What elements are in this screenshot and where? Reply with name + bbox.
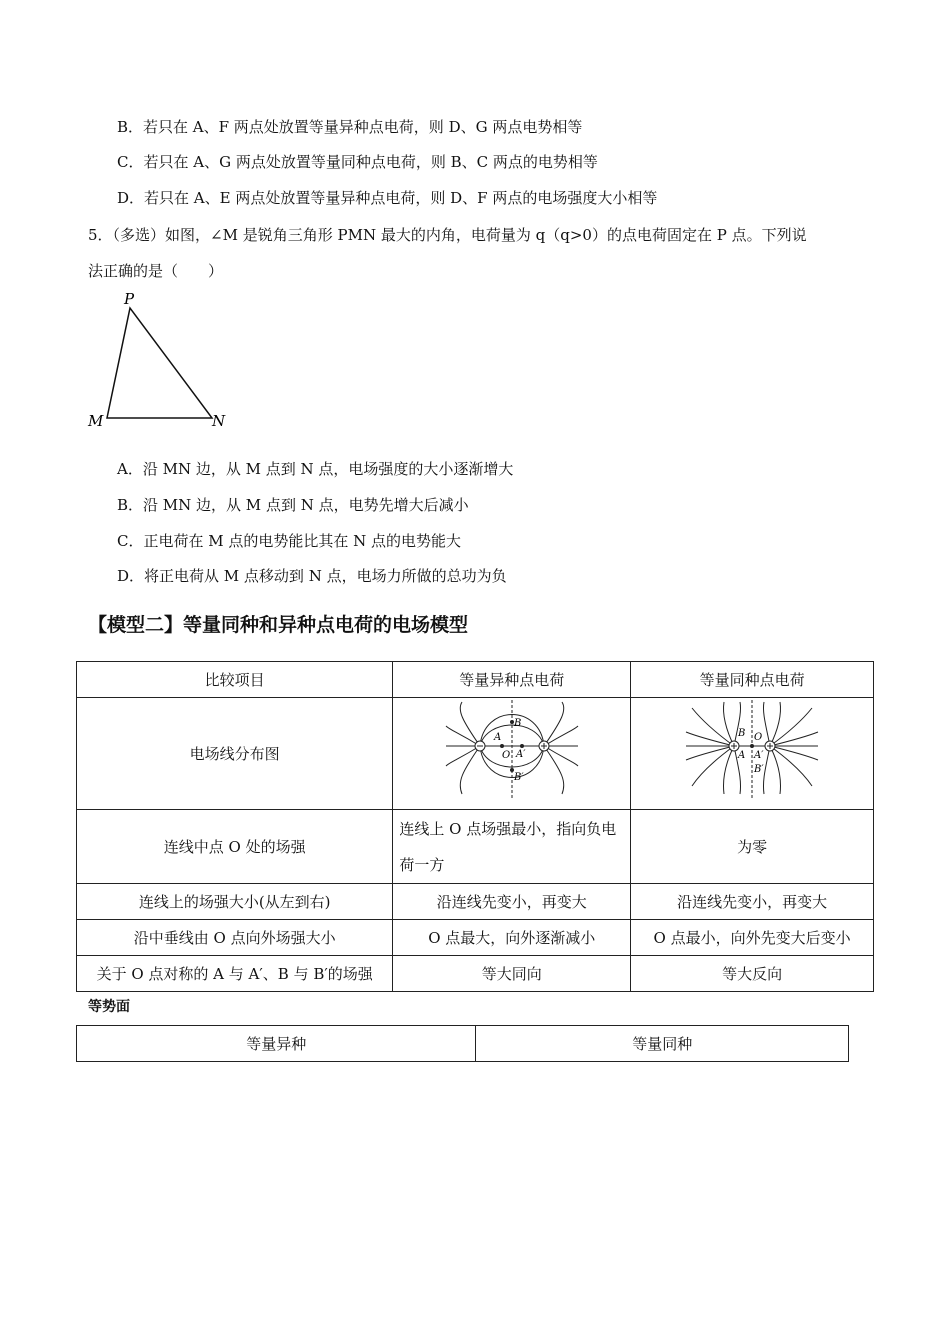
field-lines-same-cell xyxy=(631,698,874,810)
q5-option-d: D．将正电荷从 M 点移动到 N 点，电场力所做的总功为负 xyxy=(117,567,507,585)
row-midpoint-same: 为零 xyxy=(631,810,874,884)
q5-option-a: A．沿 MN 边，从 M 点到 N 点，电场强度的大小逐渐增大 xyxy=(117,460,514,478)
row-line-field-same: 沿连线先变小，再变大 xyxy=(631,884,874,920)
svg-text:A: A xyxy=(493,731,501,743)
svg-text:A′: A′ xyxy=(515,748,526,760)
equipotential-opposite-header: 等量异种 xyxy=(77,1026,476,1062)
label-p: P xyxy=(124,290,135,308)
svg-text:B′: B′ xyxy=(513,771,524,783)
row-symmetric-opposite: 等大同向 xyxy=(393,956,631,992)
option-c: C．若只在 A、G 两点处放置等量同种点电荷，则 B、C 两点的电势相等 xyxy=(117,153,598,171)
header-opposite: 等量异种点电荷 xyxy=(393,662,631,698)
section-title: 【模型二】等量同种和异种点电荷的电场模型 xyxy=(88,614,469,636)
svg-text:A: A xyxy=(738,749,746,761)
equipotential-title: 等势面 xyxy=(88,999,130,1015)
svg-text:A′: A′ xyxy=(754,749,764,761)
row-midpoint-opposite: 连线上 O 点场强最小，指向负电荷一方 xyxy=(393,810,631,884)
row-symmetric-label: 关于 O 点对称的 A 与 A′、B 与 B′的场强 xyxy=(77,956,393,992)
header-same: 等量同种点电荷 xyxy=(631,662,874,698)
q5-option-b: B．沿 MN 边，从 M 点到 N 点，电势先增大后减小 xyxy=(117,496,469,514)
q5-option-c: C．正电荷在 M 点的电势能比其在 N 点的电势能大 xyxy=(117,532,462,550)
question-5-stem: 5．（多选）如图，∠M 是锐角三角形 PMN 最大的内角，电荷量为 q（q>0）的点电荷固定在 P 点。下列说 xyxy=(88,226,807,244)
row-symmetric-same: 等大反向 xyxy=(631,956,874,992)
question-5-stem-cont: 法正确的是（ ） xyxy=(88,262,224,280)
svg-text:B: B xyxy=(513,717,522,729)
svg-text:B: B xyxy=(738,727,746,739)
opposite-charges-field-diagram xyxy=(442,700,582,804)
svg-text:B′: B′ xyxy=(754,763,764,775)
row-perp-same: O 点最小，向外先变大后变小 xyxy=(631,920,874,956)
row-midpoint-label: 连线中点 O 处的场强 xyxy=(77,810,393,884)
svg-text:O: O xyxy=(754,731,763,743)
option-b: B．若只在 A、F 两点处放置等量异种点电荷，则 D、G 两点电势相等 xyxy=(117,118,583,136)
header-item: 比较项目 xyxy=(77,662,393,698)
row-perp-opposite: O 点最大，向外逐渐减小 xyxy=(393,920,631,956)
option-d: D．若只在 A、E 两点处放置等量异种点电荷，则 D、F 两点的电场强度大小相等 xyxy=(117,189,658,207)
triangle-pmn-figure xyxy=(84,290,234,430)
row-line-field-label: 连线上的场强大小(从左到右) xyxy=(77,884,393,920)
row-field-lines-label: 电场线分布图 xyxy=(77,698,393,810)
row-line-field-opposite: 沿连线先变小，再变大 xyxy=(393,884,631,920)
equipotential-same-header: 等量同种 xyxy=(476,1026,849,1062)
row-perp-label: 沿中垂线由 O 点向外场强大小 xyxy=(77,920,393,956)
label-m: M xyxy=(88,412,104,430)
field-lines-opposite-cell xyxy=(393,698,631,810)
same-charges-field-diagram xyxy=(682,700,822,804)
comparison-table xyxy=(76,661,874,992)
label-n: N xyxy=(212,412,226,430)
equipotential-table xyxy=(76,1025,849,1062)
svg-text:O: O xyxy=(501,749,510,761)
